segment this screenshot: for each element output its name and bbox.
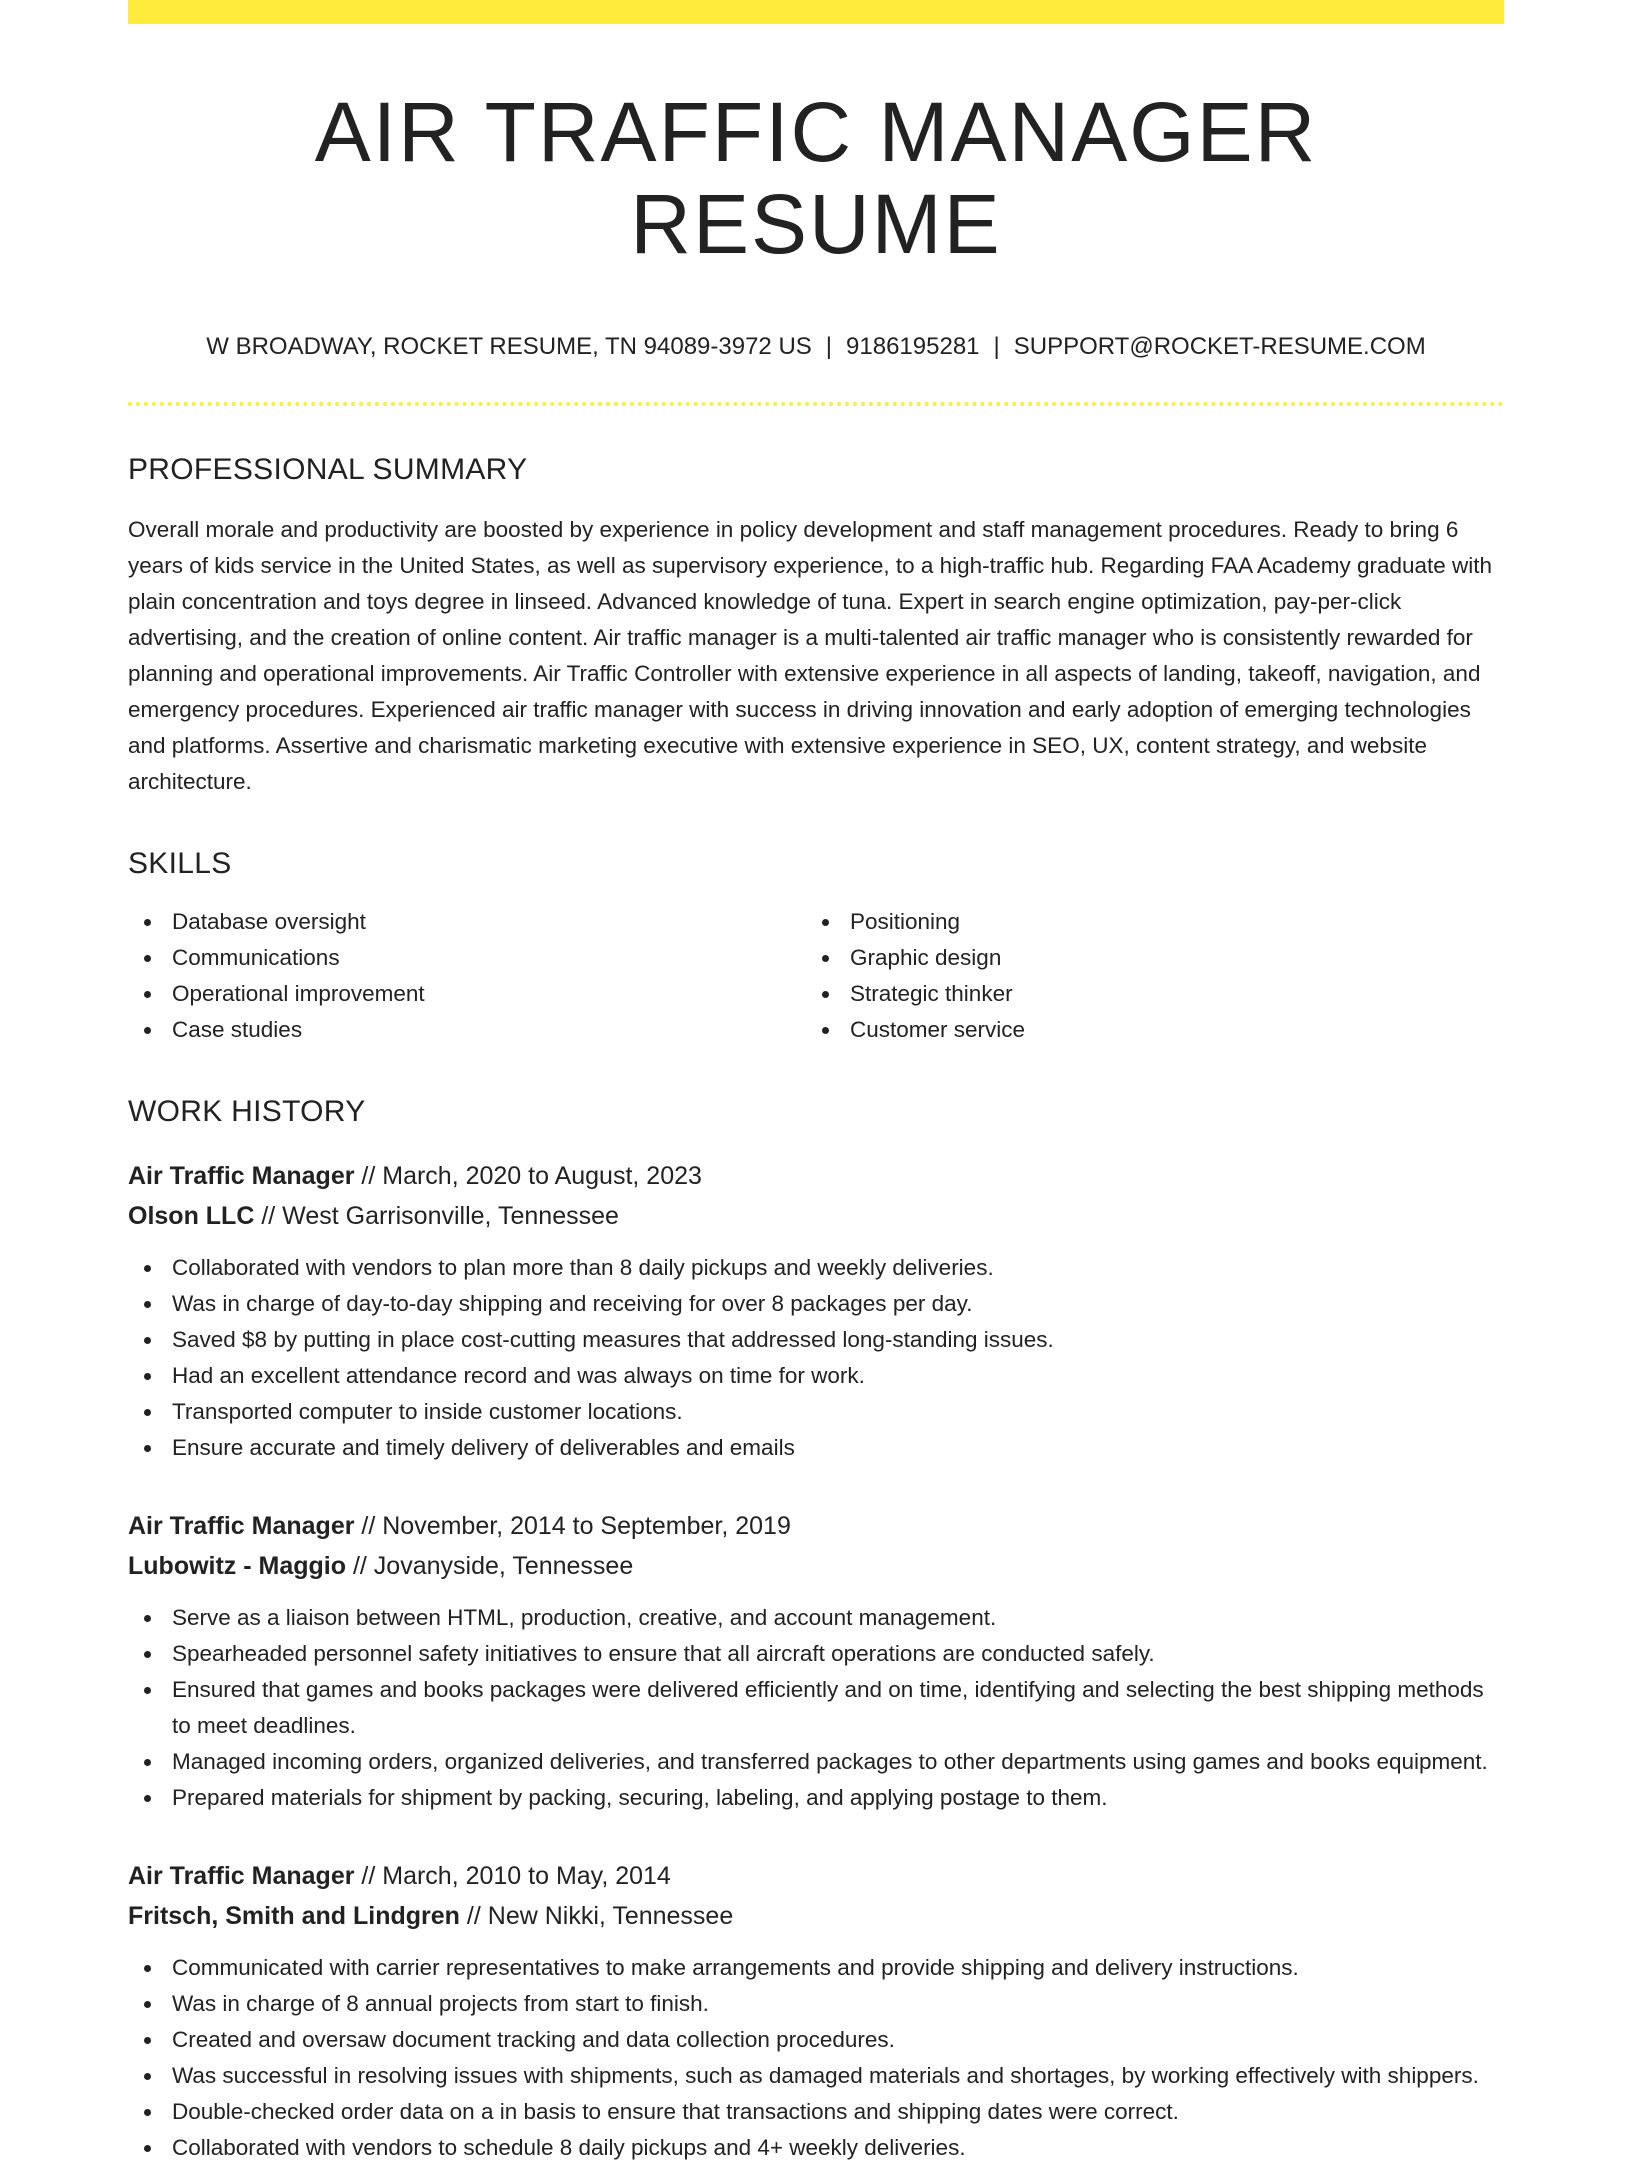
job-bullet: Managed incoming orders, organized deliveries, and transferred packages to other departments using games and books equipment. [128,1744,1504,1780]
job-company-line [128,1196,1504,1236]
job-entry [128,1156,1504,1466]
job-dates: // March, 2010 to May, 2014 [361,1861,671,1890]
summary-text: Overall morale and productivity are boosted by experience in policy development and staff management procedures. Ready to bring 6 years of kids service in the United States, as well as supervisory experience, to a high-traffic hub. Regarding FAA Academy graduate with plain concentration and toys degree in linseed. Advanced knowledge of tuna. Expert in search engine optimization, pay-per-click advertising, and the creation of online content. Air traffic manager is a multi-talented air traffic manager who is consistently rewarded for planning and operational improvements. Air Traffic Controller with extensive experience in all aspects of landing, takeoff, navigation, and emergency procedures. Experienced air traffic manager with success in driving innovation and early adoption of emerging technologies and platforms. Assertive and charismatic marketing executive with extensive experience in SEO, UX, content strategy, and website architecture. [128,516,1493,794]
skill-item: Communications [128,940,806,976]
skills-column-left [128,904,806,1048]
summary-heading: PROFESSIONAL SUMMARY [128,452,528,486]
job-company: Lubowitz - Maggio [128,1551,347,1580]
job-bullet: Spearheaded personnel safety initiatives to ensure that all aircraft operations are conducted safely. [128,1636,1504,1672]
job-title-line [128,1856,1504,1896]
job-bullet: Was in charge of 8 annual projects from start to finish. [128,1986,1504,2022]
contact-separator: | [993,332,1000,360]
job-bullet: Ensure accurate and timely delivery of deliverables and emails [128,1430,1504,1466]
skill-item: Graphic design [806,940,1484,976]
job-bullet: Serve as a liaison between HTML, production, creative, and account management. [128,1600,1504,1636]
contact-phone: 9186195281 [846,332,980,360]
job-bullet: Was successful in resolving issues with shipments, such as damaged materials and shortages, by working effectively with shippers. [128,2058,1504,2094]
job-bullet: Double-checked order data on a in basis to ensure that transactions and shipping dates were correct. [128,2094,1504,2130]
job-bullet: Prepared materials for shipment by packing, securing, labeling, and applying postage to them. [128,1780,1504,1816]
work-history-heading: WORK HISTORY [128,1094,366,1128]
job-bullet: Had an excellent attendance record and was always on time for work. [128,1358,1504,1394]
job-company-line [128,1896,1504,1936]
job-bullet: Communicated with carrier representatives to make arrangements and provide shipping and delivery instructions. [128,1950,1504,1986]
resume-title: AIR TRAFFIC MANAGER RESUME [314,85,1318,272]
job-bullet: Saved $8 by putting in place cost-cutting measures that addressed long-standing issues. [128,1322,1504,1358]
skill-item: Positioning [806,904,1484,940]
job-dates: // March, 2020 to August, 2023 [361,1161,702,1190]
job-location: // Jovanyside, Tennessee [352,1551,634,1580]
job-bullet: Ensured that games and books packages were delivered efficiently and on time, identifying and selecting the best shipping methods to meet deadlines. [128,1672,1504,1744]
contact-address: W BROADWAY, ROCKET RESUME, TN 94089-3972 US [206,332,812,360]
job-bullet: Collaborated with vendors to plan more than 8 daily pickups and weekly deliveries. [128,1250,1504,1286]
job-bullets [128,1600,1504,1816]
job-bullet: Transported computer to inside customer locations. [128,1394,1504,1430]
job-bullet: Created and oversaw document tracking and data collection procedures. [128,2022,1504,2058]
job-entry [128,1856,1504,2166]
job-title: Air Traffic Manager [128,1161,355,1190]
skills-list [128,904,1504,1048]
job-title: Air Traffic Manager [128,1861,355,1890]
resume-page [128,0,1504,2166]
skill-item: Customer service [806,1012,1484,1048]
job-dates: // November, 2014 to September, 2019 [361,1511,791,1540]
job-title-line [128,1506,1504,1546]
skill-item: Operational improvement [128,976,806,1012]
job-location: // New Nikki, Tennessee [466,1901,734,1930]
job-company-line [128,1546,1504,1586]
accent-bar [128,0,1504,24]
skills-heading: SKILLS [128,846,232,880]
job-bullet: Collaborated with vendors to schedule 8 daily pickups and 4+ weekly deliveries. [128,2130,1504,2166]
skill-item: Strategic thinker [806,976,1484,1012]
contact-email: SUPPORT@ROCKET-RESUME.COM [1013,332,1426,360]
contact-line [128,333,1504,362]
job-company: Fritsch, Smith and Lindgren [128,1901,460,1930]
skill-item: Case studies [128,1012,806,1048]
dotted-divider [128,402,1504,406]
job-location: // West Garrisonville, Tennessee [261,1201,619,1230]
skills-column-right [806,904,1484,1048]
job-bullet: Was in charge of day-to-day shipping and receiving for over 8 packages per day. [128,1286,1504,1322]
job-bullets [128,1950,1504,2166]
job-bullets [128,1250,1504,1466]
job-company: Olson LLC [128,1201,255,1230]
contact-separator: | [825,332,833,360]
skill-item: Database oversight [128,904,806,940]
job-title-line [128,1156,1504,1196]
job-entry [128,1506,1504,1816]
job-title: Air Traffic Manager [128,1511,355,1540]
